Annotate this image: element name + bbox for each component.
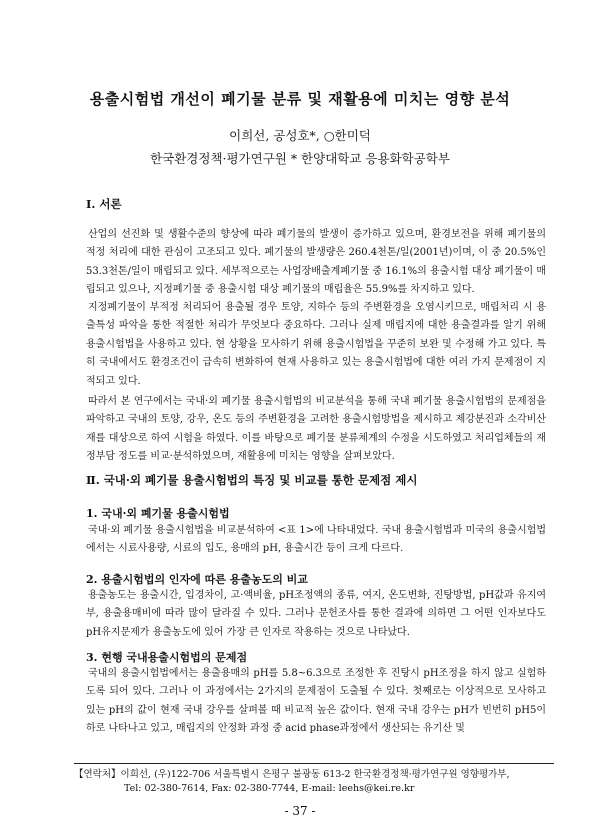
subsection-heading-2: 2. 용출시험법의 인자에 따른 용출농도의 비교 <box>86 573 308 586</box>
footer-divider <box>74 763 554 764</box>
contact-line-2: Tel: 02-380-7614, Fax: 02-380-7744, E-mail: leehs@kei.re.kr <box>124 783 415 794</box>
section-heading-introduction: Ⅰ. 서론 <box>86 197 122 211</box>
subsection-text-3: 국내의 용출시험법에서는 용출용매의 pH를 5.8~6.3으로 조정한 후 진탕시 pH조정을 하지 않고 실험하도록 되어 있다. 그러나 이 과정에서는 2가지의 문제점이 도출될 수 있다. 첫째로는 이상적으로 모사하고 있는 pH의 값이 현재 국내 강우를 살펴볼 때 비교적 높은 값이다. 현재 국내 강우는 pH가 빈번히 pH5이하로 나타나고 있고, 매립지의 안정화 과정 중 acid phase과정에서 생산되는 유기산 및 <box>86 668 546 735</box>
contact-line-1: 【연락처】이희선, (우)122-706 서울특별시 은평구 불광동 613-2 한국환경정책·평가연구원 영향평가부, <box>74 769 510 780</box>
author-list: 이희선, 공성호*, ○한미덕 <box>229 128 371 143</box>
subsection-heading-1: 1. 국내·외 폐기물 용출시험법 <box>86 507 230 520</box>
intro-paragraph-3: 따라서 본 연구에서는 국내·외 폐기물 용출시험법의 비교분석을 통해 국내 폐기물 용출시험법의 문제점을 파악하고 국내의 토양, 강우, 온도 등의 주변환경을 고려한 용출시험방법을 제시하고 제강분진과 소각비산재를 대상으로 하여 시험을 하였다. 이를 바탕으로 폐기물 분류체계의 수정을 시도하였고 처리업체들의 재정부담 정도를 비교·분석하였으며, 재활용에 미치는 영향을 살펴보았다. <box>86 396 546 463</box>
intro-paragraph-2: 지정폐기물이 부적정 처리되어 용출될 경우 토양, 지하수 등의 주변환경을 오염시키므로, 매립처리 시 용출특성 파악을 통한 적절한 처리가 무엇보다 중요하다. 그러나 실제 매립지에 대한 용출결과를 알기 위해 용출시험법을 사용하고 있다. 현 상황을 모사하기 위해 용출시험법을 꾸준히 보완 및 수정해 가고 있다. 특히 국내에서도 환경조건이 급속히 변화하여 현재 사용하고 있는 용출시험법에 대한 여러 가지 문제점이 지적되고 있다. <box>86 302 546 387</box>
subsection-heading-3: 3. 현행 국내용출시험법의 문제점 <box>86 651 248 664</box>
subsection-text-1: 국내·외 폐기물 용출시험법을 비교분석하여 <표 1>에 나타내었다. 국내 용출시험법과 미국의 용출시험법에서는 시료사용량, 시료의 입도, 용매의 pH, 용출시간 등이 크게 다르다. <box>86 525 546 555</box>
affiliations: 한국환경정책·평가연구원 * 한양대학교 응용화학공학부 <box>150 151 450 166</box>
paper-title: 용출시험법 개선이 폐기물 분류 및 재활용에 미치는 영향 분석 <box>89 90 511 108</box>
page-number: - 37 - <box>284 804 316 818</box>
contact-footer <box>74 768 554 796</box>
section-heading-comparison: Ⅱ. 국내·외 폐기물 용출시험법의 특징 및 비교를 통한 문제점 제시 <box>86 473 418 487</box>
intro-paragraph-1: 산업의 선진화 및 생활수준의 향상에 따라 폐기물의 발생이 증가하고 있으며, 환경보전을 위해 폐기물의 적정 처리에 대한 관심이 고조되고 있다. 폐기물의 발생량은 260.4천톤/일(2001년)이며, 이 중 20.5%인 53.3천톤/일이 매립되고 있다. 세부적으로는 사업장배출계폐기물 중 16.1%의 용출시험 대상 폐기물이 매립되고 있으나, 지정폐기물 중 용출시험 대상 폐기물의 매립율은 55.9%를 차지하고 있다. <box>86 229 546 296</box>
subsection-text-2: 용출농도는 용출시간, 입경차이, 고·액비율, pH조정액의 종류, 여지, 온도변화, 진탕방법, pH값과 유지여부, 용출용매비에 따라 많이 달라질 수 있다. 그러나 문헌조사를 통한 결과에 의하면 그 어떤 인자보다도 pH유지문제가 용출농도에 있어 가장 큰 인자로 작용하는 것으로 나타났다. <box>86 590 546 638</box>
